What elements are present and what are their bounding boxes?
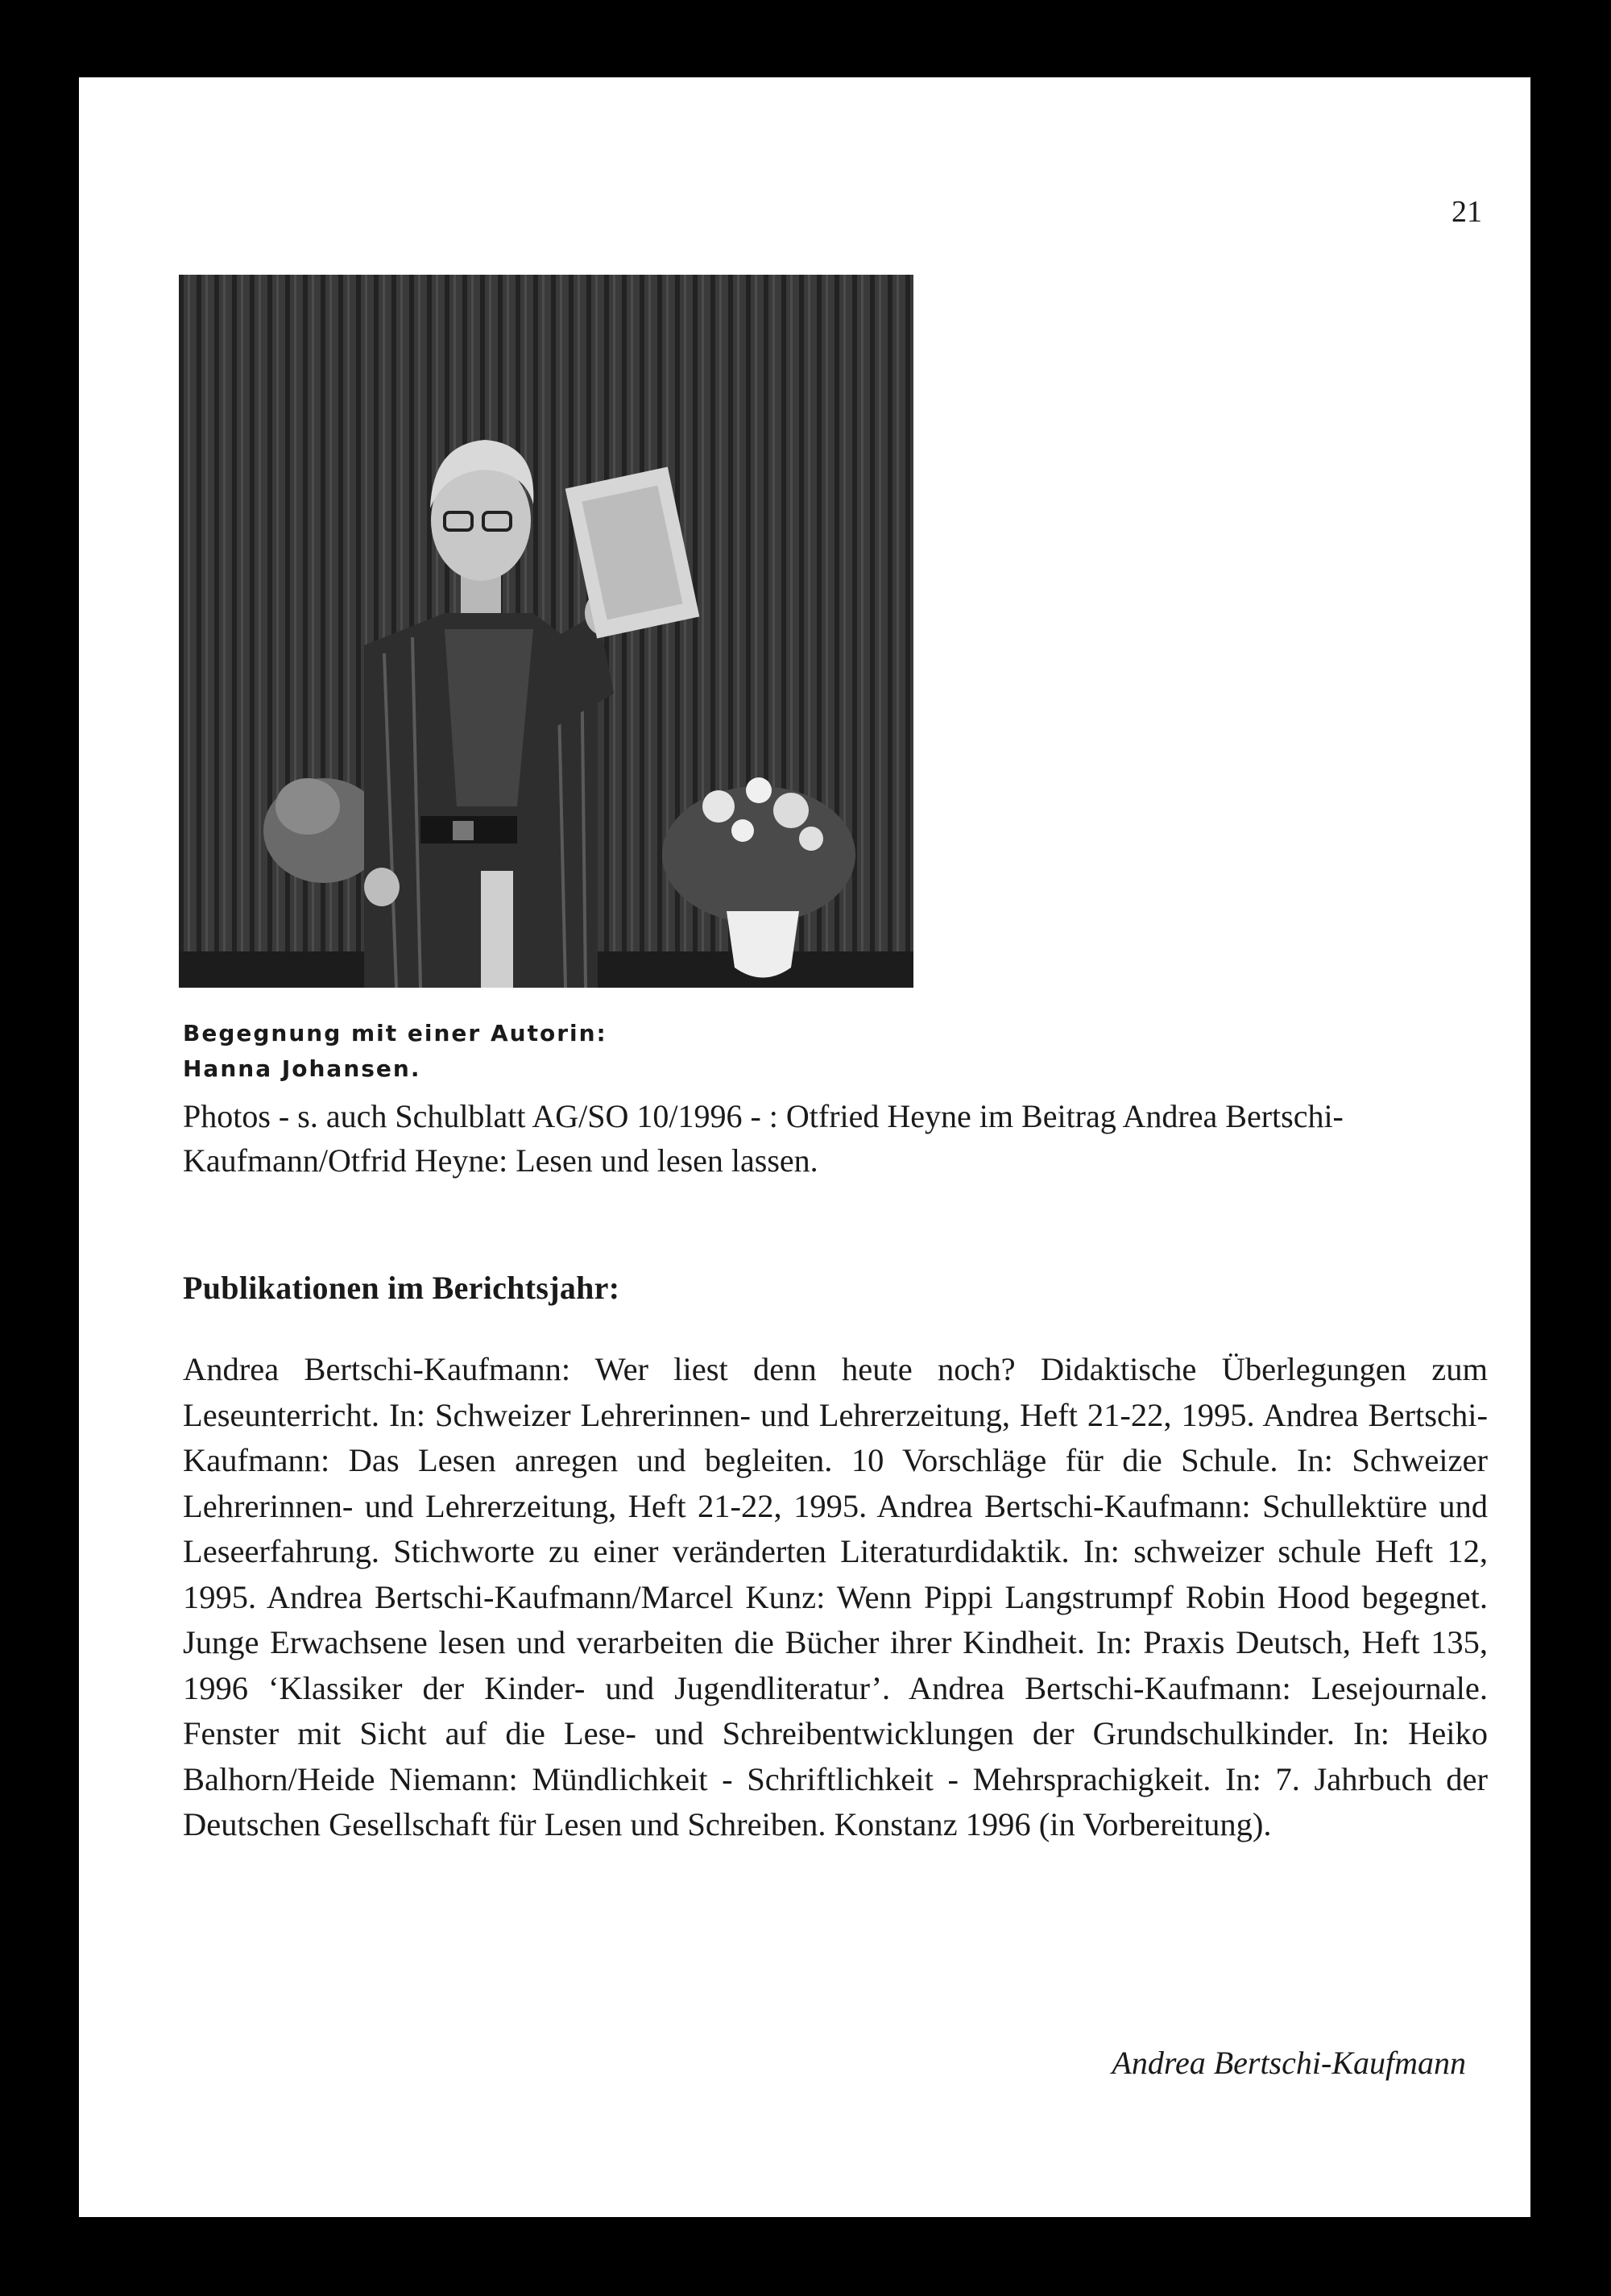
photo-caption <box>183 1016 908 1087</box>
caption-line-2: Hanna Johansen. <box>183 1055 421 1082</box>
caption-line-1: Begegnung mit einer Autorin: <box>183 1020 607 1046</box>
section-heading: Publikationen im Berichtsjahr: <box>183 1270 620 1306</box>
page-number: 21 <box>1452 195 1482 229</box>
publications-body: Andrea Bertschi-Kaufmann: Wer liest denn heute noch? Didaktische Überlegungen zum Leseunterricht. In: Schweizer Lehrerinnen- und Lehrerzeitung, Heft 21-22, 1995. Andrea Bertschi-Kaufmann: Das Lesen anregen und begleiten. 10 Vorschläge für die Schule. In: Schweizer Lehrerinnen- und Lehrerzeitung, Heft 21-22, 1995. Andrea Bertschi-Kaufmann: Schullektüre und Leseerfahrung. Stichworte zu einer veränderten Literaturdidaktik. In: schweizer schule Heft 12, 1995. Andrea Bertschi-Kaufmann/Marcel Kunz: Wenn Pippi Langstrumpf Robin Hood begegnet. Junge Erwachsene lesen und verarbeiten die Bücher ihrer Kindheit. In: Praxis Deutsch, Heft 135, 1996 ‘Klassiker der Kinder- und Jugendliteratur’. Andrea Bertschi-Kaufmann: Lesejournale. Fenster mit Sicht auf die Lese- und Schreibentwicklungen der Grundschulkinder. In: Heiko Balhorn/Heide Niemann: Mündlichkeit - Schriftlichkeit - Mehrsprachigkeit. In: 7. Jahrbuch der Deutschen Gesellschaft für Lesen und Schreiben. Konstanz 1996 (in Vorbereitung). <box>183 1351 1488 1842</box>
photos-note: Photos - s. auch Schulblatt AG/SO 10/1996 - : Otfried Heyne im Beitrag Andrea Bertschi-Kaufmann/Otfrid Heyne: Lesen und lesen lassen. <box>183 1098 1344 1179</box>
author-signature: Andrea Bertschi-Kaufmann <box>1112 2045 1466 2081</box>
photo-author-reading-icon <box>179 275 913 988</box>
document-page <box>79 77 1530 2217</box>
author-photo <box>179 275 913 988</box>
